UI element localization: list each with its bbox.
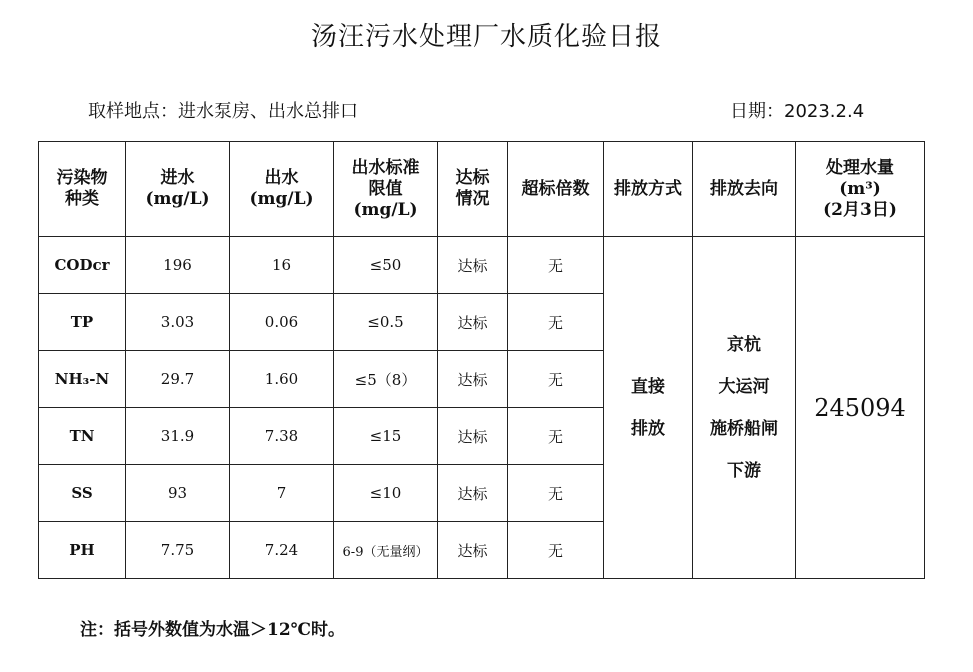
effluent-value: 7.24 [230,522,334,579]
pollutant-name: NH₃-N [39,351,126,408]
status-value: 达标 [438,351,508,408]
status-value: 达标 [438,465,508,522]
discharge-method: 直接 排放 [604,237,693,579]
exceed-value: 无 [508,237,604,294]
pollutant-name: PH [39,522,126,579]
report-date: 日期：2023.2.4 [730,101,865,122]
header-discharge-dest: 排放去向 [693,142,796,237]
pollutant-name: CODcr [39,237,126,294]
exceed-value: 无 [508,522,604,579]
effluent-value: 0.06 [230,294,334,351]
exceed-value: 无 [508,465,604,522]
exceed-value: 无 [508,294,604,351]
report-title: 汤汪污水处理厂水质化验日报 [310,22,662,52]
water-quality-table [38,141,925,579]
influent-value: 93 [126,465,230,522]
header-discharge-method: 排放方式 [604,142,693,237]
header-exceed: 超标倍数 [508,142,604,237]
limit-value: ≤0.5 [334,294,438,351]
limit-value: 6-9（无量纲） [334,522,438,579]
limit-value: ≤10 [334,465,438,522]
header-limit: 出水标准 限值 (mg/L) [334,142,438,237]
influent-value: 29.7 [126,351,230,408]
status-value: 达标 [438,237,508,294]
status-value: 达标 [438,294,508,351]
status-value: 达标 [438,408,508,465]
effluent-value: 7.38 [230,408,334,465]
influent-value: 196 [126,237,230,294]
exceed-value: 无 [508,408,604,465]
footnote: 注：括号外数值为水温＞12℃时。 [80,620,346,640]
effluent-value: 1.60 [230,351,334,408]
influent-value: 3.03 [126,294,230,351]
limit-value: ≤15 [334,408,438,465]
sampling-location: 取样地点：进水泵房、出水总排口 [88,101,358,122]
table-row [39,237,925,294]
pollutant-name: TP [39,294,126,351]
pollutant-name: TN [39,408,126,465]
header-influent: 进水 (mg/L) [126,142,230,237]
status-value: 达标 [438,522,508,579]
pollutant-name: SS [39,465,126,522]
discharge-destination: 京杭 大运河 施桥船闸 下游 [693,237,796,579]
header-compliance: 达标 情况 [438,142,508,237]
limit-value: ≤50 [334,237,438,294]
exceed-value: 无 [508,351,604,408]
header-effluent: 出水 (mg/L) [230,142,334,237]
header-volume: 处理水量 (m³) (2月3日) [796,142,925,237]
effluent-value: 16 [230,237,334,294]
influent-value: 7.75 [126,522,230,579]
header-pollutant: 污染物 种类 [39,142,126,237]
treated-volume: 245094 [796,237,925,579]
limit-value: ≤5（8） [334,351,438,408]
influent-value: 31.9 [126,408,230,465]
effluent-value: 7 [230,465,334,522]
header-row [39,142,925,237]
